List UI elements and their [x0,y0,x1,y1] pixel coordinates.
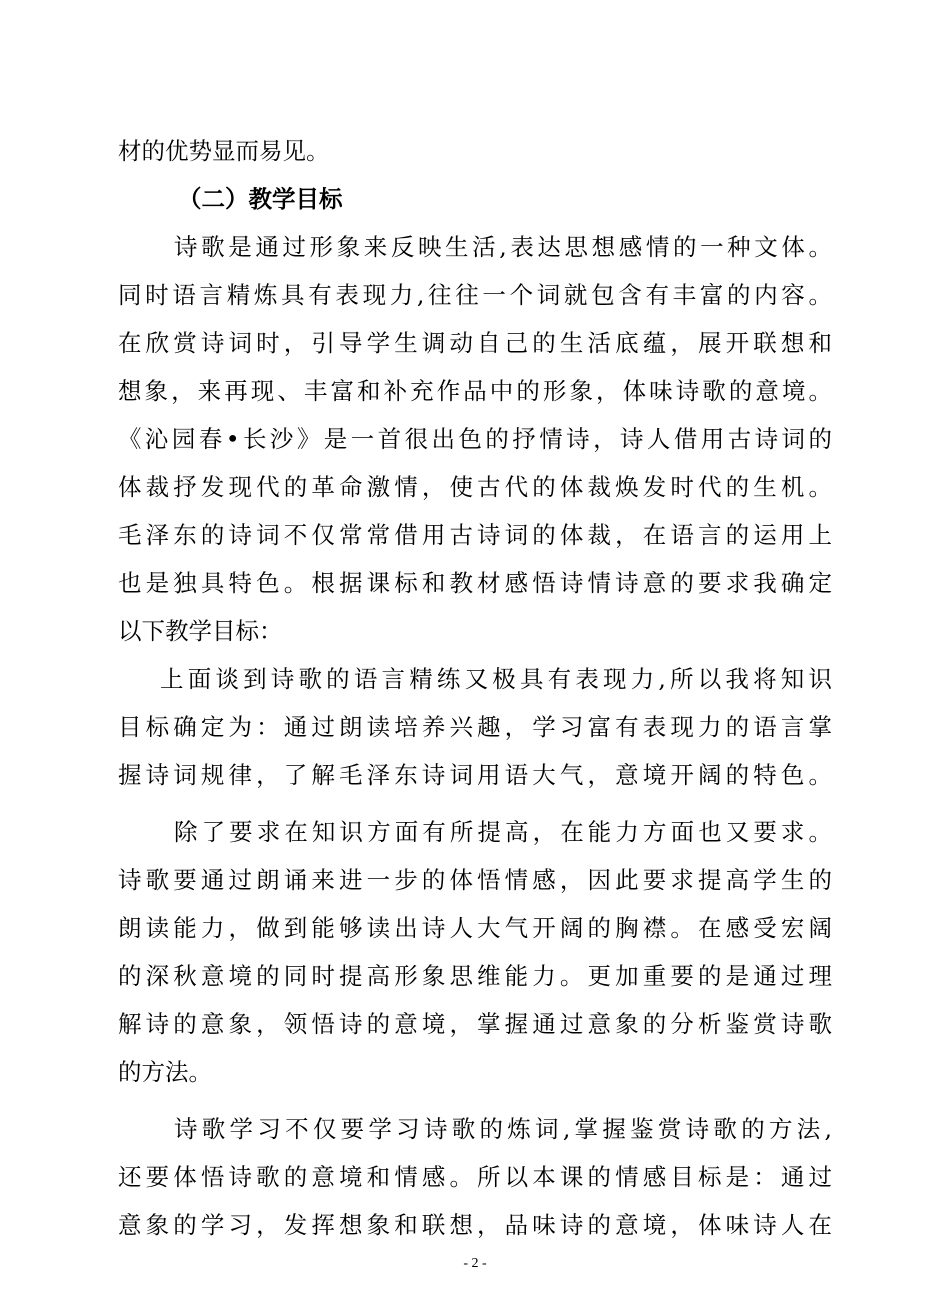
paragraph-line: 的深秋意境的同时提高形象思维能力。更加重要的是通过理 [118,962,832,990]
paragraph-line: 诗歌学习不仅要学习诗歌的炼词,掌握鉴赏诗歌的方法, [174,1115,832,1143]
paragraph-line: 意象的学习，发挥想象和联想，品味诗的意境，体味诗人在 [118,1211,832,1239]
paragraph-line: 除了要求在知识方面有所提高，在能力方面也又要求。 [174,818,832,846]
page-number: - 2 - [463,1256,487,1271]
paragraph-line: 解诗的意象，领悟诗的意境，掌握通过意象的分析鉴赏诗歌 [118,1010,832,1038]
paragraph-line: 目标确定为：通过朗读培养兴趣，学习富有表现力的语言掌 [118,713,832,741]
paragraph-line: 也是独具特色。根据课标和教材感悟诗情诗意的要求我确定 [118,569,832,597]
body-text [118,127,832,1249]
paragraph-line: 在欣赏诗词时，引导学生调动自己的生活底蕴，展开联想和 [118,329,832,357]
paragraph-line: 还要体悟诗歌的意境和情感。所以本课的情感目标是：通过 [118,1163,832,1191]
paragraph-line: 《沁园春•长沙》是一首很出色的抒情诗，诗人借用古诗词的 [118,425,832,453]
paragraph-line: 毛泽东的诗词不仅常常借用古诗词的体裁，在语言的运用上 [118,521,832,549]
paragraph-line: 以下教学目标： [118,617,283,645]
paragraph-line: 体裁抒发现代的革命激情，使古代的体裁焕发时代的生机。 [118,473,832,501]
paragraph-line: 的方法。 [118,1058,212,1086]
section-heading: （二）教学目标 [178,185,343,213]
paragraph-line: 诗歌是通过形象来反映生活,表达思想感情的一种文体。 [174,233,832,261]
paragraph-line: 想象，来再现、丰富和补充作品中的形象，体味诗歌的意境。 [118,377,832,405]
text-line: 材的优势显而易见。 [118,137,330,165]
paragraph-line: 诗歌要通过朗诵来进一步的体悟情感，因此要求提高学生的 [118,866,832,894]
paragraph-line: 握诗词规律，了解毛泽东诗词用语大气，意境开阔的特色。 [118,761,832,789]
paragraph-line: 上面谈到诗歌的语言精练又极具有表现力,所以我将知识 [160,665,832,693]
paragraph-line: 同时语言精炼具有表现力,往往一个词就包含有丰富的内容。 [118,281,832,309]
paragraph-line: 朗读能力，做到能够读出诗人大气开阔的胸襟。在感受宏阔 [118,914,832,942]
